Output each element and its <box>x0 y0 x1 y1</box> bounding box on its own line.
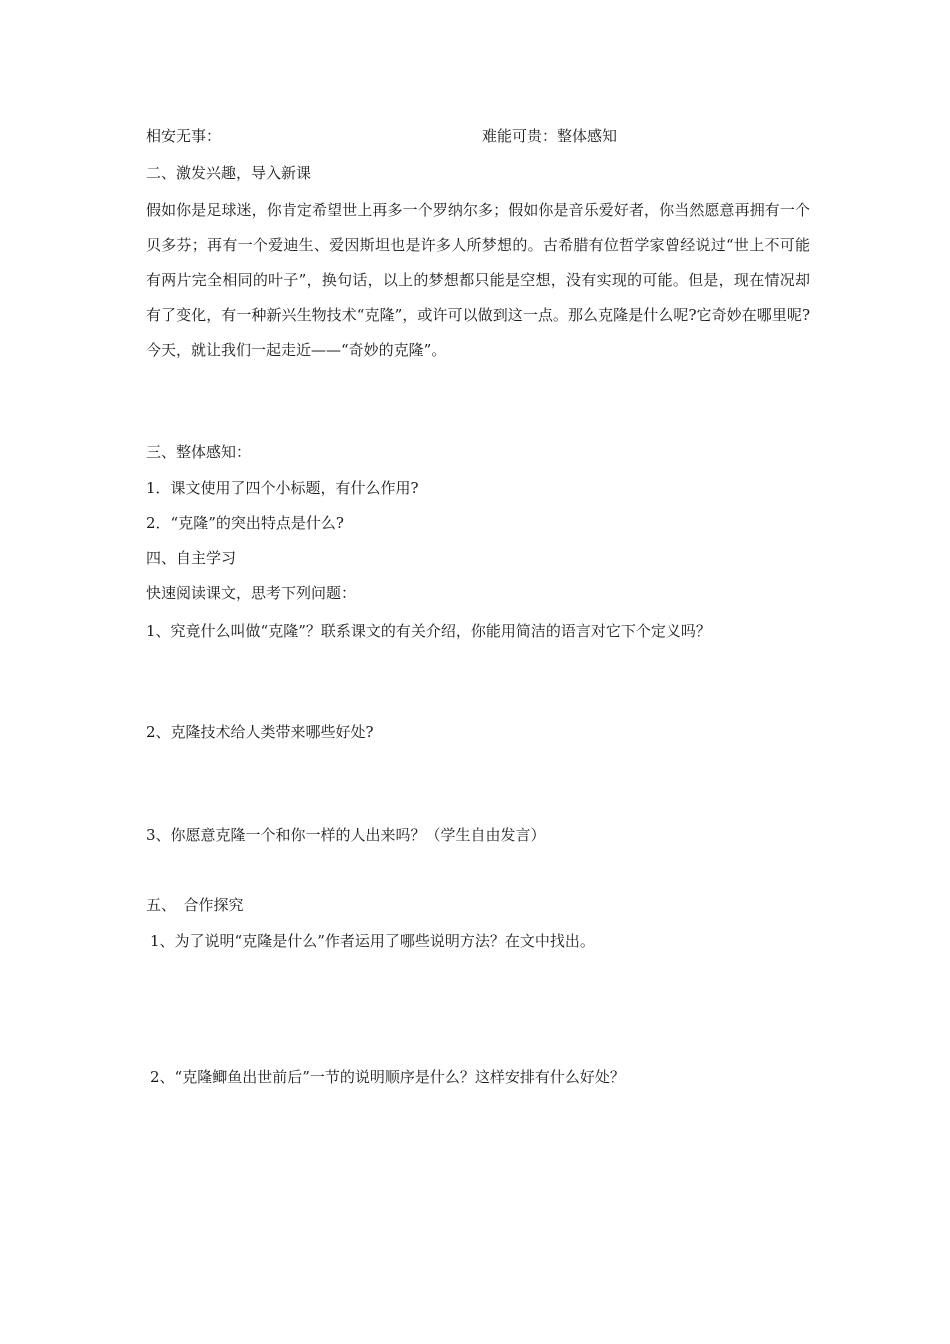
header-right: 难能可贵：整体感知 <box>482 127 618 145</box>
section5-question-2: 2、“克隆鲫鱼出世前后”一节的说明顺序是什么？这样安排有什么好处？ <box>150 1068 625 1086</box>
section5-heading: 五、 合作探究 <box>146 896 244 914</box>
section4-question-3: 3、你愿意克隆一个和你一样的人出来吗？（学生自由发言） <box>146 826 546 844</box>
section4-question-2: 2、克隆技术给人类带来哪些好处? <box>146 723 374 741</box>
section2-heading: 二、激发兴趣，导入新课 <box>146 164 312 182</box>
section4-heading: 四、自主学习 <box>146 549 237 567</box>
section4-intro: 快速阅读课文，思考下列问题： <box>146 584 357 602</box>
header-left: 相安无事： <box>146 127 222 145</box>
section2-paragraph: 假如你是足球迷，你肯定希望世上再多一个罗纳尔多；假如你是音乐爱好者，你当然愿意再拥有一个贝多芬；再有一个爱迪生、爱因斯坦也是许多人所梦想的。古希腊有位哲学家曾经说过“世上不可能有两片完全相同的叶子”，换句话，以上的梦想都只能是空想，没有实现的可能。但是，现在情况却有了变化，有一种新兴生物技术“克隆”，或许可以做到这一点。那么克隆是什么呢?它奇妙在哪里呢?今天，就让我们一起走近——“奇妙的克隆”。 <box>146 201 810 359</box>
section3-item-2: 2．“克隆”的突出特点是什么? <box>146 514 344 532</box>
section3-heading: 三、整体感知： <box>146 443 252 461</box>
section5-question-1: 1、为了说明“克隆是什么”作者运用了哪些说明方法？在文中找出。 <box>150 932 595 950</box>
section4-question-1: 1、究竟什么叫做“克隆”？联系课文的有关介绍，你能用简洁的语言对它下个定义吗？ <box>146 622 711 640</box>
section3-item-1: 1．课文使用了四个小标题，有什么作用? <box>146 479 419 497</box>
